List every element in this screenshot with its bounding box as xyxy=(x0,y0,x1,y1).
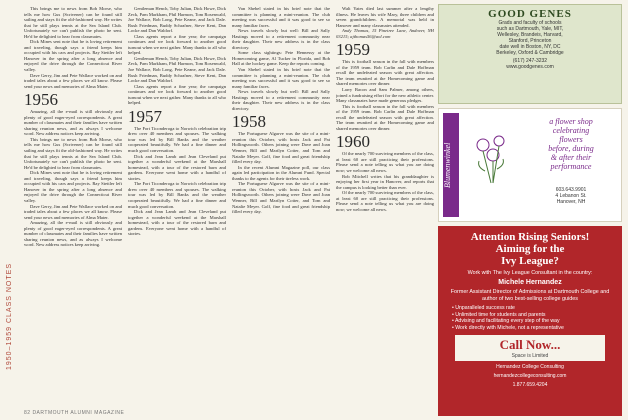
ad-line: Stanford, Princeton xyxy=(508,38,552,44)
paragraph: This is football season in the fall with members of the 1959 team. Bob Carlin and Dale Hoffman recall the undefeated season with great affection. The team reunited at the Homecoming game and shared memories over dinner. xyxy=(336,103,434,131)
flower-shop-ad[interactable] xyxy=(438,108,622,222)
tagline-line: & after their xyxy=(550,153,592,162)
page-footer: 82 DARTMOUTH ALUMNI MAGAZINE xyxy=(24,410,125,416)
class-year-heading: 1959 xyxy=(336,40,370,60)
paragraph: Class agents report a fine year; the campaign continues and we look forward to another good turnout when we next gather. Many thanks to all who helped. xyxy=(128,33,226,56)
paragraph: Van Shebel stated in his brief note that the committee is planning a mini-reunion. The club meeting was successful and it was good to see so many familiar faces. xyxy=(232,67,330,89)
call-box[interactable] xyxy=(455,335,605,361)
ad-website[interactable]: www.goodgenes.com xyxy=(506,64,554,70)
tagline-line: performance xyxy=(550,162,592,171)
college-consulting-ad[interactable] xyxy=(438,226,622,416)
paragraph: Dick Mines sent note that he is loving retirement and traveling, though says a friend keeps him occupied with his cars and projects. Ray Stettler left Hanover in the spring after a long absence and enjoyed the drive through the Connecticut River valley. xyxy=(24,170,122,203)
paragraph: Dave Gerry, Jim and Pete Wallace worked on and traded tales about a few places we all know. Please send your news and memories of Alma Mater. xyxy=(24,72,122,89)
ad-line: date well in Boston, NY, DC xyxy=(499,44,561,50)
paragraph: The Fort Ticonderoga to Norwich celebration trip drew over 40 members and spouses. The walking tour was led by Bill Banks and the weather cooperated beautifully. We had a fine dinner and much good conversation. xyxy=(128,181,226,209)
ad-headline: Ivy League? xyxy=(501,255,559,267)
ad-contact xyxy=(523,187,619,205)
tagline-line: flowers xyxy=(559,135,583,144)
paragraph: News travels slowly but well: Bill and Sally Hastings moved to a retirement community near their daughter. Their new address is in the class directory. xyxy=(232,28,330,50)
flowers-icon xyxy=(463,127,523,187)
ad-phone: 603.643.9901 xyxy=(555,187,587,193)
ad-address: 4 Lebanon St. xyxy=(555,193,587,199)
bullet-item: • Work directly with Michele, not a representative xyxy=(452,324,564,331)
paragraph: Van Shebel stated in his brief note that the committee is planning a mini-reunion. The club meeting was successful and it was good to see so many familiar faces. xyxy=(232,6,330,28)
paragraph: Walt Yates died last summer after a lengthy illness. He leaves his wife Mary, three children and seven grandchildren. A memorial was held in Hanover and many classmates attended. xyxy=(336,6,434,28)
ad-line: Berkeley, Oxford & Cambridge xyxy=(496,50,564,56)
class-year-heading: 1957 xyxy=(128,106,162,126)
paragraph: Dave Gerry, Jim and Pete Wallace worked on and traded tales about a few places we all know. Please send your news and memories of Alma Mater. xyxy=(24,203,122,220)
paragraph: Class agents report a fine year; the campaign continues and we look forward to another good turnout when we next gather. Many thanks to all who helped. xyxy=(128,83,226,106)
paragraph: Dick Mines sent note that he is loving retirement and traveling, though says a friend keeps him occupied with his cars and projects. Ray Stettler left Hanover in the spring after a long absence and enjoyed the drive through the Connecticut River valley. xyxy=(24,39,122,73)
paragraph: Of the nearly 700 surviving members of the class, at least 60 are still practicing their professions. Please send a note telling us what you are doing now; we welcome all news. xyxy=(336,190,434,212)
ad-tagline xyxy=(523,117,619,171)
paragraph: The Portuguese Algarve was the site of a mini-reunion this October, with hosts Jack and Pat Hollingsworth. Others joining were Dave and Joan Wenner, Bill and Marilyn Cotter, and Tom and Natalie Meyer. Golf, fine food and great friendship filled every day. xyxy=(232,181,330,215)
paragraph: This brings me to news from Bob Morse, who tells me how Gus (Scrivener) can be found still sailing and stays fit the old-fashioned way. He writes that he still plays tennis at the Sea Island Club. Unfortunately we can't publish the photo he sent. He'd be delighted to hear from classmates. xyxy=(24,6,122,39)
paragraph: Gentleman Hench, Toby Julian, Dick Howe, Dick Zeck, Pam Markham, Phil Harmon, Tom Rosenwald, Joe Wallace, Bob Long, Pete Keane, and Jack Dale. Rush Friedman, Buddy Schrafner, Steve Kent, Dan Locke and Dan Waldorf. xyxy=(128,6,226,34)
shop-logo: Blumenwinkel xyxy=(443,113,459,217)
column-2 xyxy=(128,6,226,406)
bullet-item: • Unparalleled success rate xyxy=(452,305,515,312)
ad-subtext: Work with The Ivy League Consultant in the country: xyxy=(467,270,593,276)
ad-line: Wellesley, Brandeis, Harvard, xyxy=(497,32,563,38)
space-limited: Space is Limited xyxy=(511,353,549,359)
class-secretary-contact: Andy Thomas, 15 Pinetree Lane, Andover, NH 03215; ajthomas56@aol.com xyxy=(336,28,434,39)
ads-column xyxy=(438,4,622,416)
paragraph: Amazing, all the e-mail is still obviously and plenty of good eager-eyed correspondents. A great number of classmates and their families have written sharing reunion news, and as always I welcome word. New address notices keep arriving. xyxy=(24,220,122,248)
tagline-line: a flower shop xyxy=(549,117,593,126)
ad-name: Michele Hernandez xyxy=(498,278,562,286)
ad-bullet-list xyxy=(452,305,616,331)
ad-line: Grads and faculty of schools xyxy=(498,20,562,26)
paragraph: Dick and Jean Lamb and Jean Cleveland put together a wonderful weekend at the Marshall homestead, with a tour of the restored barn and gardens. Everyone went home with a handful of stories. xyxy=(128,153,226,181)
ad-phone: 1.877.659.4204 xyxy=(512,382,548,388)
column-4 xyxy=(336,6,434,406)
column-3 xyxy=(232,6,330,406)
ad-title: GOOD GENES xyxy=(488,8,572,20)
paragraph: This is football season in the fall with members of the 1959 team. Bob Carlin and Dale Hoffman recall the undefeated season with great affection. The team reunited at the Homecoming game and shared memories over dinner. xyxy=(336,59,434,87)
tagline-line: before, during xyxy=(548,144,594,153)
bullet-item: • Advising and facilitating every step of the way xyxy=(452,318,560,325)
tagline-line: celebrating xyxy=(552,126,590,135)
class-year-heading: 1958 xyxy=(232,112,266,132)
good-genes-ad[interactable] xyxy=(438,4,622,104)
ad-company: Hernandez College Consulting xyxy=(496,364,564,370)
paragraph: Some class sightings: Pete Hennessy at the Homecoming game, Al Tucker in Florida, and Bob Hall at the hockey game. Keep the reports coming. xyxy=(232,50,330,67)
class-year-heading: 1956 xyxy=(24,90,58,110)
paragraph: Dick and Jean Lamb and Jean Cleveland put together a wonderful weekend at the Marshall homestead, with a tour of the restored barn and gardens. Everyone went home with a handful of stories. xyxy=(128,209,226,237)
ad-town: Hanover, NH xyxy=(556,199,586,205)
ad-headline: Attention Rising Seniors! xyxy=(470,231,590,243)
column-1 xyxy=(24,6,122,406)
ad-subtext: Former Assistant Director of Admissions at Dartmouth College and author of two best-selling college guides xyxy=(450,289,610,302)
paragraph: This brings me to news from Bob Morse, who tells me how Gus (Scrivener) can be found still sailing and stays fit the old-fashioned way. He writes that he still plays tennis at the Sea Island Club. Unfortunately we can't publish the photo he sent. He'd be delighted to hear from classmates. xyxy=(24,136,122,170)
paragraph: Larry Bacon and Sam Palmer, among others, joined a fundraising effort for the new athletic center. Many classmates have made generous pledges. xyxy=(336,87,434,104)
class-year-heading: 1960 xyxy=(336,132,370,152)
ad-website[interactable]: hernandezcollegeconsulting.com xyxy=(493,373,567,379)
paragraph: In the recent Alumni Magazine poll, our class again led participation in the Alumni Fund. Special thanks to the agents for their tireless work. xyxy=(232,164,330,181)
paragraph: The Portuguese Algarve was the site of a mini-reunion this October, with hosts Jack and Pat Hollingsworth. Others joining were Dave and Joan Wenner, Bill and Marilyn Cotter, and Tom and Natalie Meyer. Golf, fine food and great friendship filled every day. xyxy=(232,131,330,165)
paragraph: Gentleman Hench, Toby Julian, Dick Howe, Dick Zeck, Pam Markham, Phil Harmon, Tom Rosenwald, Joe Wallace, Bob Long, Pete Keane, and Jack Dale. Rush Friedman, Buddy Schrafner, Steve Kent, Dan Locke and Dan Waldorf. xyxy=(128,55,226,84)
ad-line: such as Dartmouth, Yale, MIT, xyxy=(496,26,564,32)
ad-headline: Aiming for the xyxy=(495,243,565,255)
call-now: Call Now... xyxy=(499,337,561,352)
bullet-item: • Unlimited time for students and parents xyxy=(452,311,546,318)
ad-phone: (617) 247-3232 xyxy=(512,58,548,64)
section-label: 1950–1959 CLASS NOTES xyxy=(6,263,13,370)
paragraph: Of the nearly 700 surviving members of the class, at least 60 are still practicing their professions. Please send a note telling us what you are doing now; we welcome all news. xyxy=(336,151,434,174)
paragraph: Amazing, all the e-mail is still obviously and plenty of good eager-eyed correspondents. A great number of classmates and their families have written sharing reunion news, and as always I welcome word. New address notices keep arriving. xyxy=(24,109,122,137)
paragraph: The Fort Ticonderoga to Norwich celebration trip drew over 40 members and spouses. The walking tour was led by Bill Banks and the weather cooperated beautifully. We had a fine dinner and much good conversation. xyxy=(128,125,226,154)
paragraph: Bob Mitchell writes that his granddaughter is enjoying her first year in Hanover, and reports that the campus is looking better than ever. xyxy=(336,173,434,190)
paragraph: News travels slowly but well: Bill and Sally Hastings moved to a retirement community near their daughter. Their new address is in the class directory. xyxy=(232,89,330,111)
